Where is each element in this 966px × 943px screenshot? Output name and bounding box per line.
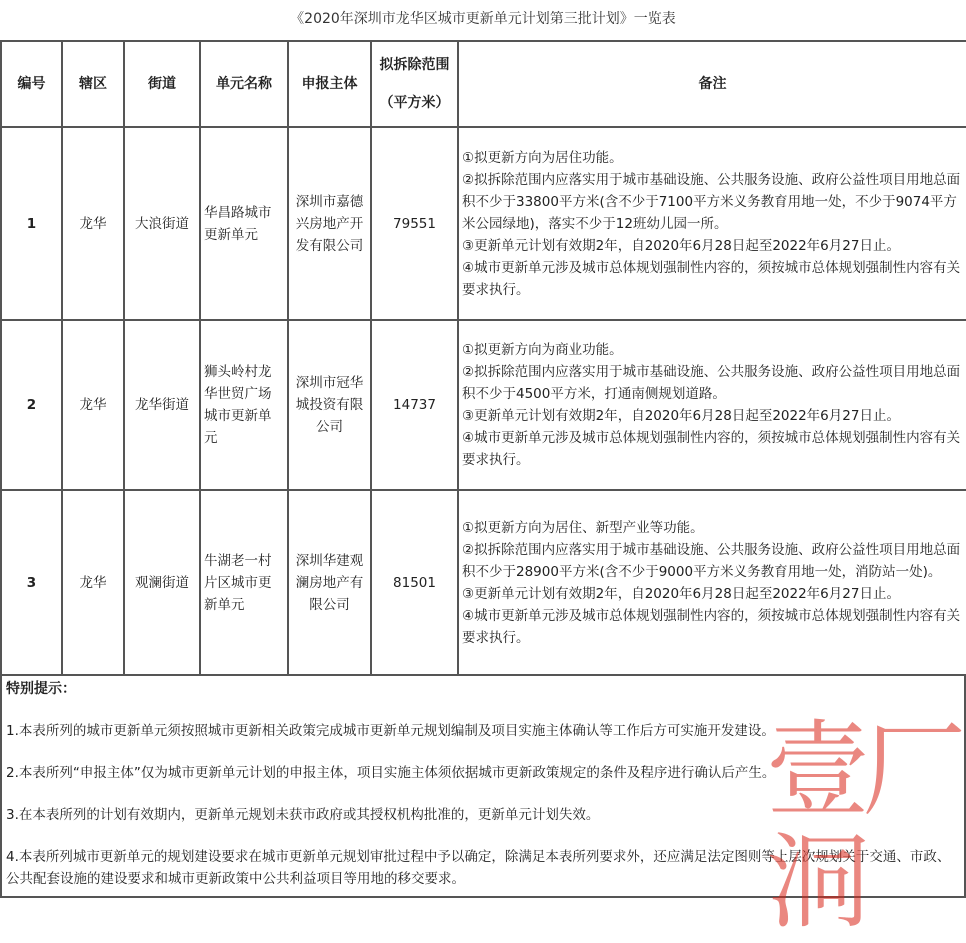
row-applicant: 深圳市冠华城投资有限公司	[288, 320, 371, 490]
notice-item: 1.本表所列的城市更新单元须按照城市更新相关政策完成城市更新单元规划编制及项目实施主体确认等工作后方可实施开发建设。	[6, 723, 775, 739]
remark-line: ①拟更新方向为居住、新型产业等功能。	[462, 519, 704, 536]
header-area-line1: 拟拆除范围	[379, 57, 450, 73]
remark-line: ②拟拆除范围内应落实用于城市基础设施、公共服务设施、政府公益性项目用地总面积不少于28900平方米(含不少于9000平方米义务教育用地一处，消防站一处)。	[462, 541, 961, 580]
row-area: 79551	[371, 127, 458, 320]
row-street: 大浪街道	[124, 127, 200, 320]
remark-line: ②拟拆除范围内应落实用于城市基础设施、公共服务设施、政府公益性项目用地总面积不少于33800平方米(含不少于7100平方米义务教育用地一处，不少于9074平方米公园绿地)，落实不少于12班幼儿园一所。	[462, 171, 961, 232]
remark-line: ③更新单元计划有效期2年，自2020年6月28日起至2022年6月27日止。	[462, 237, 900, 254]
header-area	[371, 41, 458, 127]
remark-line: ①拟更新方向为居住功能。	[462, 149, 623, 166]
plan-table	[0, 40, 966, 676]
row-district: 龙华	[62, 490, 124, 675]
row-remarks	[458, 320, 966, 490]
page-title: 《2020年深圳市龙华区城市更新单元计划第三批计划》一览表	[290, 11, 676, 27]
row-street: 观澜街道	[124, 490, 200, 675]
row-unit: 牛湖老一村片区城市更新单元	[200, 490, 288, 675]
row-area: 81501	[371, 490, 458, 675]
header-street: 街道	[124, 41, 200, 127]
row-no: 2	[1, 320, 62, 490]
row-applicant: 深圳市嘉德兴房地产开发有限公司	[288, 127, 371, 320]
special-notice	[0, 674, 966, 898]
row-no: 1	[1, 127, 62, 320]
row-remarks	[458, 127, 966, 320]
table-row	[1, 490, 966, 675]
header-district: 辖区	[62, 41, 124, 127]
row-unit: 华昌路城市更新单元	[200, 127, 288, 320]
table-row	[1, 127, 966, 320]
header-applicant: 申报主体	[288, 41, 371, 127]
notice-title: 特别提示：	[6, 681, 76, 697]
row-street: 龙华街道	[124, 320, 200, 490]
watermark-logo: 壹厂洞	[766, 709, 959, 943]
remark-line: ①拟更新方向为商业功能。	[462, 342, 623, 358]
row-remarks	[458, 490, 966, 675]
remark-line: ④城市更新单元涉及城市总体规划强制性内容的，须按城市总体规划强制性内容有关要求执行。	[462, 430, 961, 468]
row-area: 14737	[371, 320, 458, 490]
remark-line: ④城市更新单元涉及城市总体规划强制性内容的，须按城市总体规划强制性内容有关要求执行。	[462, 607, 961, 646]
row-unit: 狮头岭村龙华世贸广场城市更新单元	[200, 320, 288, 490]
remark-line: ②拟拆除范围内应落实用于城市基础设施、公共服务设施、政府公益性项目用地总面积不少于4500平方米，打通南侧规划道路。	[462, 364, 961, 402]
header-unit: 单元名称	[200, 41, 288, 127]
remark-line: ③更新单元计划有效期2年，自2020年6月28日起至2022年6月27日止。	[462, 408, 900, 424]
row-applicant: 深圳华建观澜房地产有限公司	[288, 490, 371, 675]
remark-line: ④城市更新单元涉及城市总体规划强制性内容的，须按城市总体规划强制性内容有关要求执行。	[462, 259, 961, 298]
row-district: 龙华	[62, 127, 124, 320]
header-area-line2: （平方米）	[379, 95, 450, 111]
notice-item: 3.在本表所列的计划有效期内，更新单元规划未获市政府或其授权机构批准的，更新单元计划失效。	[6, 807, 600, 823]
header-no: 编号	[1, 41, 62, 127]
remark-line: ③更新单元计划有效期2年，自2020年6月28日起至2022年6月27日止。	[462, 585, 900, 602]
row-district: 龙华	[62, 320, 124, 490]
notice-item: 4.本表所列城市更新单元的规划建设要求在城市更新单元规划审批过程中予以确定，除满足本表所列要求外，还应满足法定图则等上层次规划关于交通、市政、公共配套设施的建设要求和城市更新政策中公共利益项目等用地的移交要求。	[6, 849, 951, 887]
table-header-row	[1, 41, 966, 127]
notice-item: 2.本表所列“申报主体”仅为城市更新单元计划的申报主体，项目实施主体须依据城市更新政策规定的条件及程序进行确认后产生。	[6, 765, 776, 781]
header-remarks: 备注	[458, 41, 966, 127]
table-row	[1, 320, 966, 490]
row-no: 3	[1, 490, 62, 675]
